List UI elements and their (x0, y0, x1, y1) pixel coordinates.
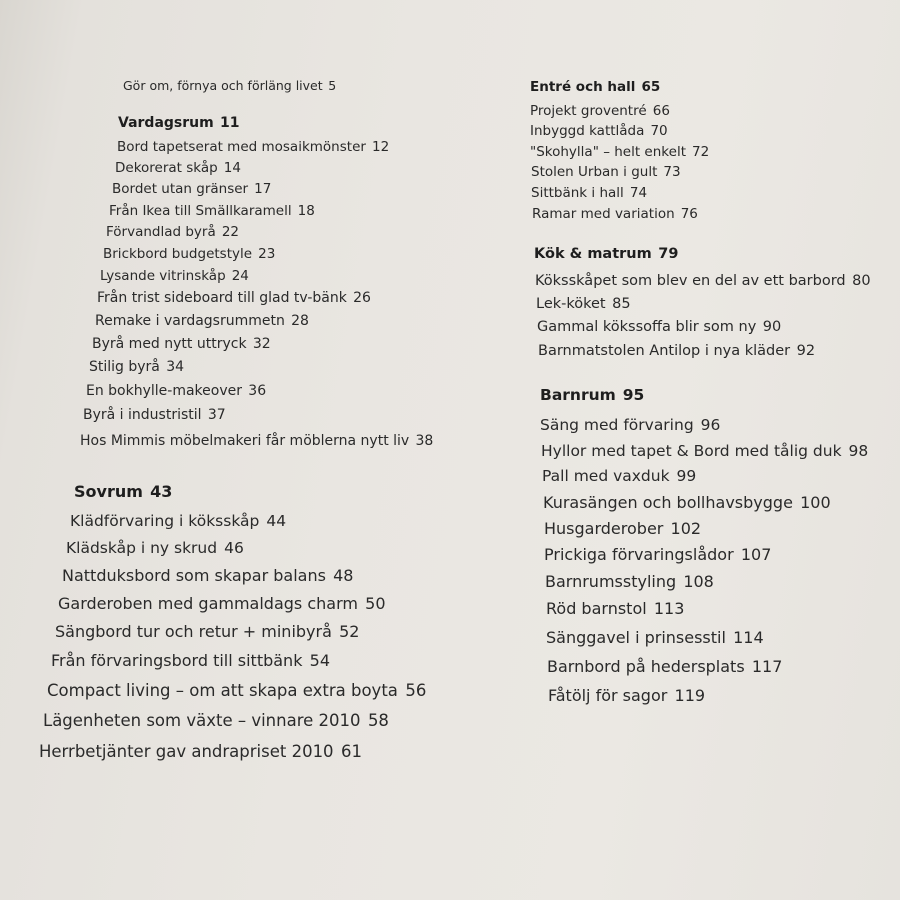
entry-page: 46 (224, 539, 244, 557)
toc-entry (538, 343, 815, 359)
entry-title: Brickbord budgetstyle (103, 246, 253, 262)
toc-entry (112, 181, 271, 197)
entry-page: 34 (166, 359, 185, 375)
entry-title: Klädförvaring i köksskåp (70, 512, 260, 530)
entry-title: Pall med vaxduk (542, 467, 670, 485)
entry-title: Prickiga förvaringslådor (544, 545, 734, 564)
entry-title: Säng med förvaring (540, 416, 694, 434)
toc-entry (545, 572, 714, 591)
entry-title: Herrbetjänter gav andrapriset 2010 (39, 742, 334, 761)
entry-page: 114 (733, 628, 764, 647)
entry-title: Husgarderober (544, 519, 664, 538)
toc-entry (536, 296, 631, 312)
toc-entry (106, 224, 239, 240)
section-title: Sovrum (74, 482, 143, 501)
entry-title: Bord tapetserat med mosaikmönster (117, 139, 366, 155)
entry-page: 85 (612, 296, 631, 312)
entry-title: Gör om, förnya och förläng livet (123, 78, 323, 93)
toc-entry (100, 268, 249, 284)
entry-page: 80 (852, 273, 871, 289)
entry-title: Kurasängen och bollhavsbygge (543, 493, 793, 512)
toc-entry (51, 651, 330, 670)
toc-entry (537, 319, 781, 335)
section-heading-kok (534, 246, 678, 262)
entry-page: 117 (751, 657, 783, 676)
entry-page: 100 (800, 493, 831, 512)
entry-title: Inbyggd kattlåda (530, 123, 645, 139)
entry-page: 5 (328, 78, 337, 93)
entry-page: 107 (740, 545, 772, 564)
entry-page: 50 (365, 594, 386, 613)
entry-page: 18 (297, 203, 315, 219)
entry-page: 48 (333, 566, 354, 585)
entry-page: 72 (692, 144, 710, 160)
entry-title: En bokhylle-makeover (86, 383, 242, 399)
entry-page: 96 (700, 416, 721, 434)
entry-page: 44 (266, 512, 287, 530)
entry-title: Barnrumsstyling (545, 572, 677, 591)
toc-entry (66, 539, 244, 557)
entry-page: 66 (652, 103, 670, 119)
entry-title: Ramar med variation (532, 206, 675, 222)
entry-page: 108 (683, 572, 714, 591)
entry-title: Lysande vitrinskåp (100, 268, 226, 284)
entry-page: 38 (415, 433, 434, 449)
entry-title: Förvandlad byrå (106, 224, 216, 240)
toc-entry (530, 144, 709, 160)
entry-title: Från förvaringsbord till sittbänk (51, 651, 303, 670)
entry-page: 99 (676, 467, 697, 485)
toc-entry (80, 433, 433, 449)
entry-page: 76 (680, 206, 698, 222)
entry-title: Hyllor med tapet & Bord med tålig duk (541, 442, 842, 460)
toc-entry (543, 493, 831, 512)
entry-title: Gammal kökssoffa blir som ny (537, 319, 757, 335)
entry-page: 26 (353, 290, 371, 306)
entry-title: Barnbord på hedersplats (547, 657, 745, 676)
toc-entry (531, 185, 647, 201)
toc-entry (542, 467, 696, 485)
entry-page: 73 (663, 164, 681, 180)
entry-page: 98 (848, 442, 869, 460)
entry-title: Byrå i industristil (83, 407, 202, 423)
entry-title: Lägenheten som växte – vinnare 2010 (43, 711, 361, 730)
entry-page: 61 (340, 742, 362, 761)
section-title: Kök & matrum (534, 246, 652, 262)
toc-entry (123, 78, 336, 93)
toc-entry (43, 711, 389, 730)
entry-page: 74 (629, 185, 648, 201)
entry-page: 52 (339, 622, 360, 641)
entry-page: 70 (650, 123, 668, 139)
entry-page: 32 (252, 336, 271, 352)
section-page: 11 (220, 115, 240, 131)
entry-title: Byrå med nytt uttryck (92, 336, 247, 352)
section-title: Entré och hall (530, 79, 636, 95)
entry-title: Från Ikea till Smällkaramell (109, 203, 292, 219)
entry-page: 22 (221, 224, 239, 240)
entry-title: Stilig byrå (89, 359, 160, 375)
toc-entry (97, 290, 371, 306)
entry-page: 58 (367, 711, 389, 730)
toc-entry (547, 657, 782, 676)
toc-entry (546, 628, 764, 647)
entry-page: 54 (309, 651, 330, 670)
section-title: Vardagsrum (118, 115, 214, 131)
toc-entry (546, 599, 684, 618)
toc-entry (103, 246, 275, 262)
entry-title: Sänggavel i prinsesstil (546, 628, 726, 647)
entry-title: Barnmatstolen Antilop i nya kläder (538, 343, 791, 359)
entry-page: 90 (762, 319, 782, 335)
entry-title: Lek-köket (536, 296, 606, 312)
entry-title: Dekorerat skåp (115, 160, 218, 176)
entry-page: 37 (207, 407, 226, 423)
entry-title: Röd barnstol (546, 599, 647, 618)
section-heading-entre (530, 79, 660, 95)
toc-entry (117, 139, 389, 155)
entry-page: 17 (254, 181, 272, 197)
section-heading-vardagsrum (118, 115, 239, 131)
section-page: 95 (622, 386, 645, 404)
entry-page: 14 (223, 160, 241, 176)
toc-entry (55, 622, 359, 641)
toc-entry (62, 566, 353, 585)
entry-title: Sittbänk i hall (531, 185, 624, 201)
entry-page: 28 (291, 313, 309, 329)
toc-entry (532, 206, 698, 222)
toc-entry (535, 273, 871, 289)
section-page: 79 (658, 246, 679, 262)
toc-entry (541, 442, 868, 460)
section-heading-barnrum (540, 386, 644, 404)
toc-entry (39, 742, 362, 761)
toc-entry (92, 336, 271, 352)
entry-title: Remake i vardagsrummetn (95, 313, 285, 329)
entry-title: Nattduksbord som skapar balans (62, 566, 326, 585)
entry-title: Bordet utan gränser (112, 181, 249, 197)
toc-entry (70, 512, 286, 530)
toc-entry (109, 203, 315, 219)
entry-title: Compact living – om att skapa extra boyta (47, 681, 398, 700)
toc-entry (89, 359, 184, 375)
toc-entry (544, 545, 771, 564)
entry-page: 56 (405, 681, 427, 700)
entry-title: Projekt groventré (530, 103, 647, 119)
entry-page: 119 (674, 686, 706, 705)
section-heading-sovrum (74, 482, 172, 501)
entry-title: Köksskåpet som blev en del av ett barbord (535, 273, 846, 289)
toc-entry (86, 383, 266, 399)
entry-title: Fåtölj för sagor (548, 686, 668, 705)
toc-entry (548, 686, 705, 705)
toc-entry (58, 594, 386, 613)
entry-page: 36 (248, 383, 267, 399)
toc-entry (540, 416, 720, 434)
entry-page: 102 (670, 519, 702, 538)
entry-title: Sängbord tur och retur + minibyrå (55, 622, 332, 641)
entry-title: Från trist sideboard till glad tv-bänk (97, 290, 347, 306)
entry-title: Garderoben med gammaldags charm (58, 594, 358, 613)
section-page: 65 (641, 79, 661, 95)
section-page: 43 (150, 482, 173, 501)
toc-entry (95, 313, 309, 329)
entry-title: Stolen Urban i gult (531, 164, 658, 180)
entry-page: 23 (258, 246, 276, 262)
entry-title: Klädskåp i ny skrud (66, 539, 218, 557)
entry-page: 92 (796, 343, 816, 359)
toc-entry (544, 519, 701, 538)
entry-page: 24 (231, 268, 249, 284)
toc-entry (47, 681, 426, 700)
toc-entry (531, 164, 681, 180)
toc-entry (530, 123, 668, 139)
toc-entry (530, 103, 670, 119)
section-title: Barnrum (540, 386, 616, 404)
entry-page: 12 (372, 139, 390, 155)
entry-page: 113 (653, 599, 685, 618)
entry-title: Hos Mimmis möbelmakeri får möblerna nytt liv (80, 433, 410, 449)
toc-entry (83, 407, 226, 423)
entry-title: "Skohylla" – helt enkelt (530, 144, 686, 160)
toc-entry (115, 160, 241, 176)
